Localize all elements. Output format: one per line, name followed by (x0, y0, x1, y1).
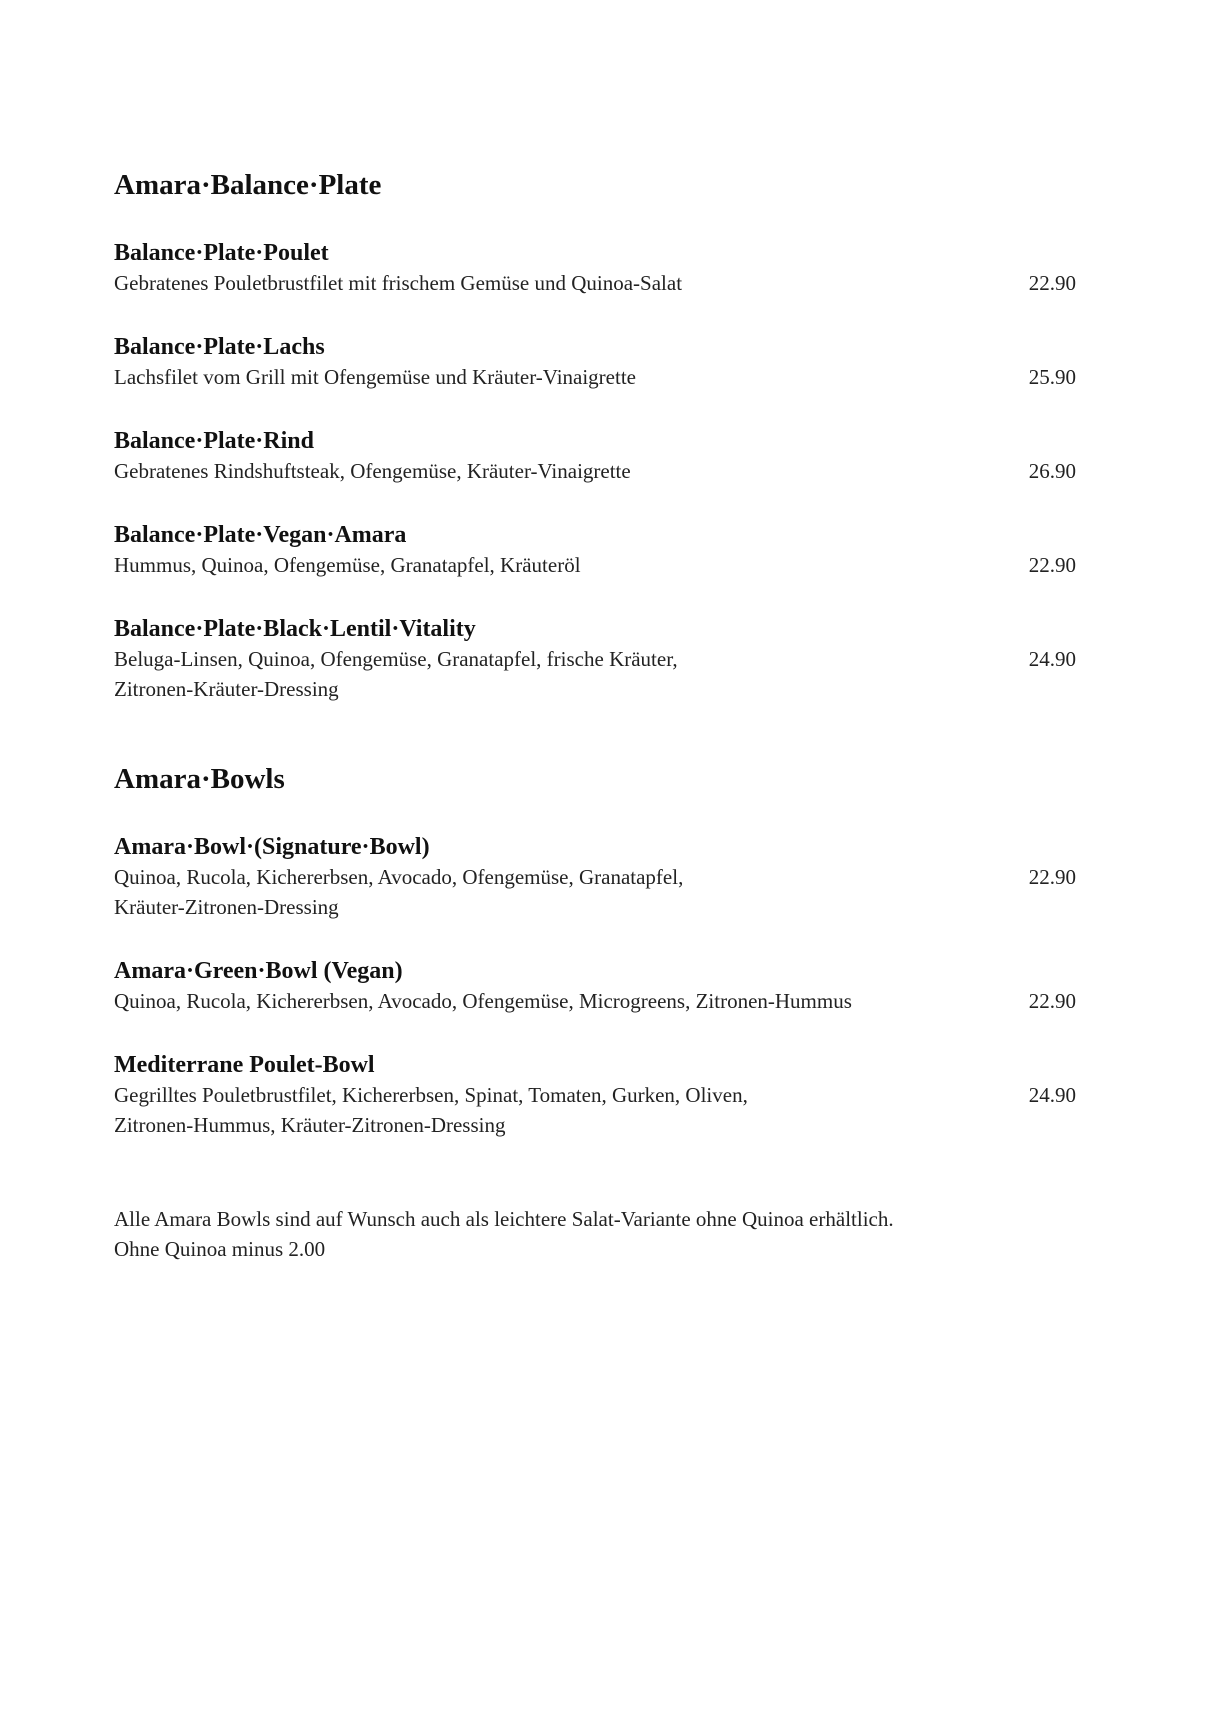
menu-item-price: 25.90 (1028, 365, 1076, 389)
menu-item (114, 1050, 1076, 1140)
menu-item-price: 22.90 (1028, 271, 1076, 295)
menu-item-description: Beluga-Linsen, Quinoa, Ofengemüse, Granatapfel, frische Kräuter, Zitronen-Kräuter-Dressing (114, 647, 678, 701)
menu-item-description: Gebratenes Rindshuftsteak, Ofengemüse, Kräuter-Vinaigrette (114, 459, 631, 483)
menu-item-description: Quinoa, Rucola, Kichererbsen, Avocado, Ofengemüse, Granatapfel, Kräuter-Zitronen-Dressing (114, 865, 684, 919)
menu-item-row (114, 456, 1076, 486)
menu-item-list (114, 832, 1076, 1140)
menu-item-name: Balance·Plate·Lachs (114, 334, 325, 360)
menu-item (114, 614, 1076, 704)
menu-item-row (114, 986, 1076, 1016)
footer-note-line: Ohne Quinoa minus 2.00 (114, 1237, 326, 1261)
menu-item-list (114, 238, 1076, 704)
footer-note (114, 1204, 1076, 1264)
menu-item (114, 832, 1076, 922)
menu-item-price: 24.90 (1028, 647, 1076, 671)
menu-page (114, 168, 1076, 1264)
menu-item-price: 24.90 (1028, 1083, 1076, 1107)
menu-item (114, 332, 1076, 392)
menu-item (114, 520, 1076, 580)
section-title: Amara·Bowls (114, 763, 285, 795)
menu-item (114, 426, 1076, 486)
menu-item-name: Balance·Plate·Rind (114, 428, 315, 454)
section-title: Amara·Balance·Plate (114, 169, 382, 201)
menu-item-row (114, 644, 1076, 704)
menu-section-bowls (114, 762, 1076, 1140)
menu-item-price: 22.90 (1028, 553, 1076, 577)
menu-item-description: Gebratenes Pouletbrustfilet mit frischem Gemüse und Quinoa-Salat (114, 271, 683, 295)
menu-section-balance-plate (114, 168, 1076, 704)
menu-item-name: Amara·Green·Bowl (Vegan) (114, 958, 403, 984)
menu-item-price: 26.90 (1028, 459, 1076, 483)
menu-item-name: Amara·Bowl·(Signature·Bowl) (114, 834, 430, 860)
menu-item-description: Quinoa, Rucola, Kichererbsen, Avocado, Ofengemüse, Microgreens, Zitronen-Hummus (114, 989, 852, 1013)
menu-item (114, 238, 1076, 298)
menu-item-row (114, 362, 1076, 392)
menu-item-row (114, 862, 1076, 922)
footer-note-line: Alle Amara Bowls sind auf Wunsch auch als leichtere Salat-Variante ohne Quinoa erhältlich. (114, 1207, 894, 1231)
menu-item-name: Mediterrane Poulet-Bowl (114, 1052, 375, 1078)
menu-item-description: Gegrilltes Pouletbrustfilet, Kichererbsen, Spinat, Tomaten, Gurken, Oliven, Zitronen-Hummus, Kräuter-Zitronen-Dressing (114, 1083, 748, 1137)
menu-item-row (114, 550, 1076, 580)
menu-item-description: Hummus, Quinoa, Ofengemüse, Granatapfel, Kräuteröl (114, 553, 581, 577)
menu-item-name: Balance·Plate·Vegan·Amara (114, 522, 407, 548)
menu-item-row (114, 1080, 1076, 1140)
menu-item-price: 22.90 (1028, 989, 1076, 1013)
menu-item-name: Balance·Plate·Poulet (114, 240, 329, 266)
menu-item-description: Lachsfilet vom Grill mit Ofengemüse und Kräuter-Vinaigrette (114, 365, 636, 389)
menu-item (114, 956, 1076, 1016)
menu-item-name: Balance·Plate·Black·Lentil·Vitality (114, 616, 476, 642)
menu-item-row (114, 268, 1076, 298)
menu-item-price: 22.90 (1028, 865, 1076, 889)
